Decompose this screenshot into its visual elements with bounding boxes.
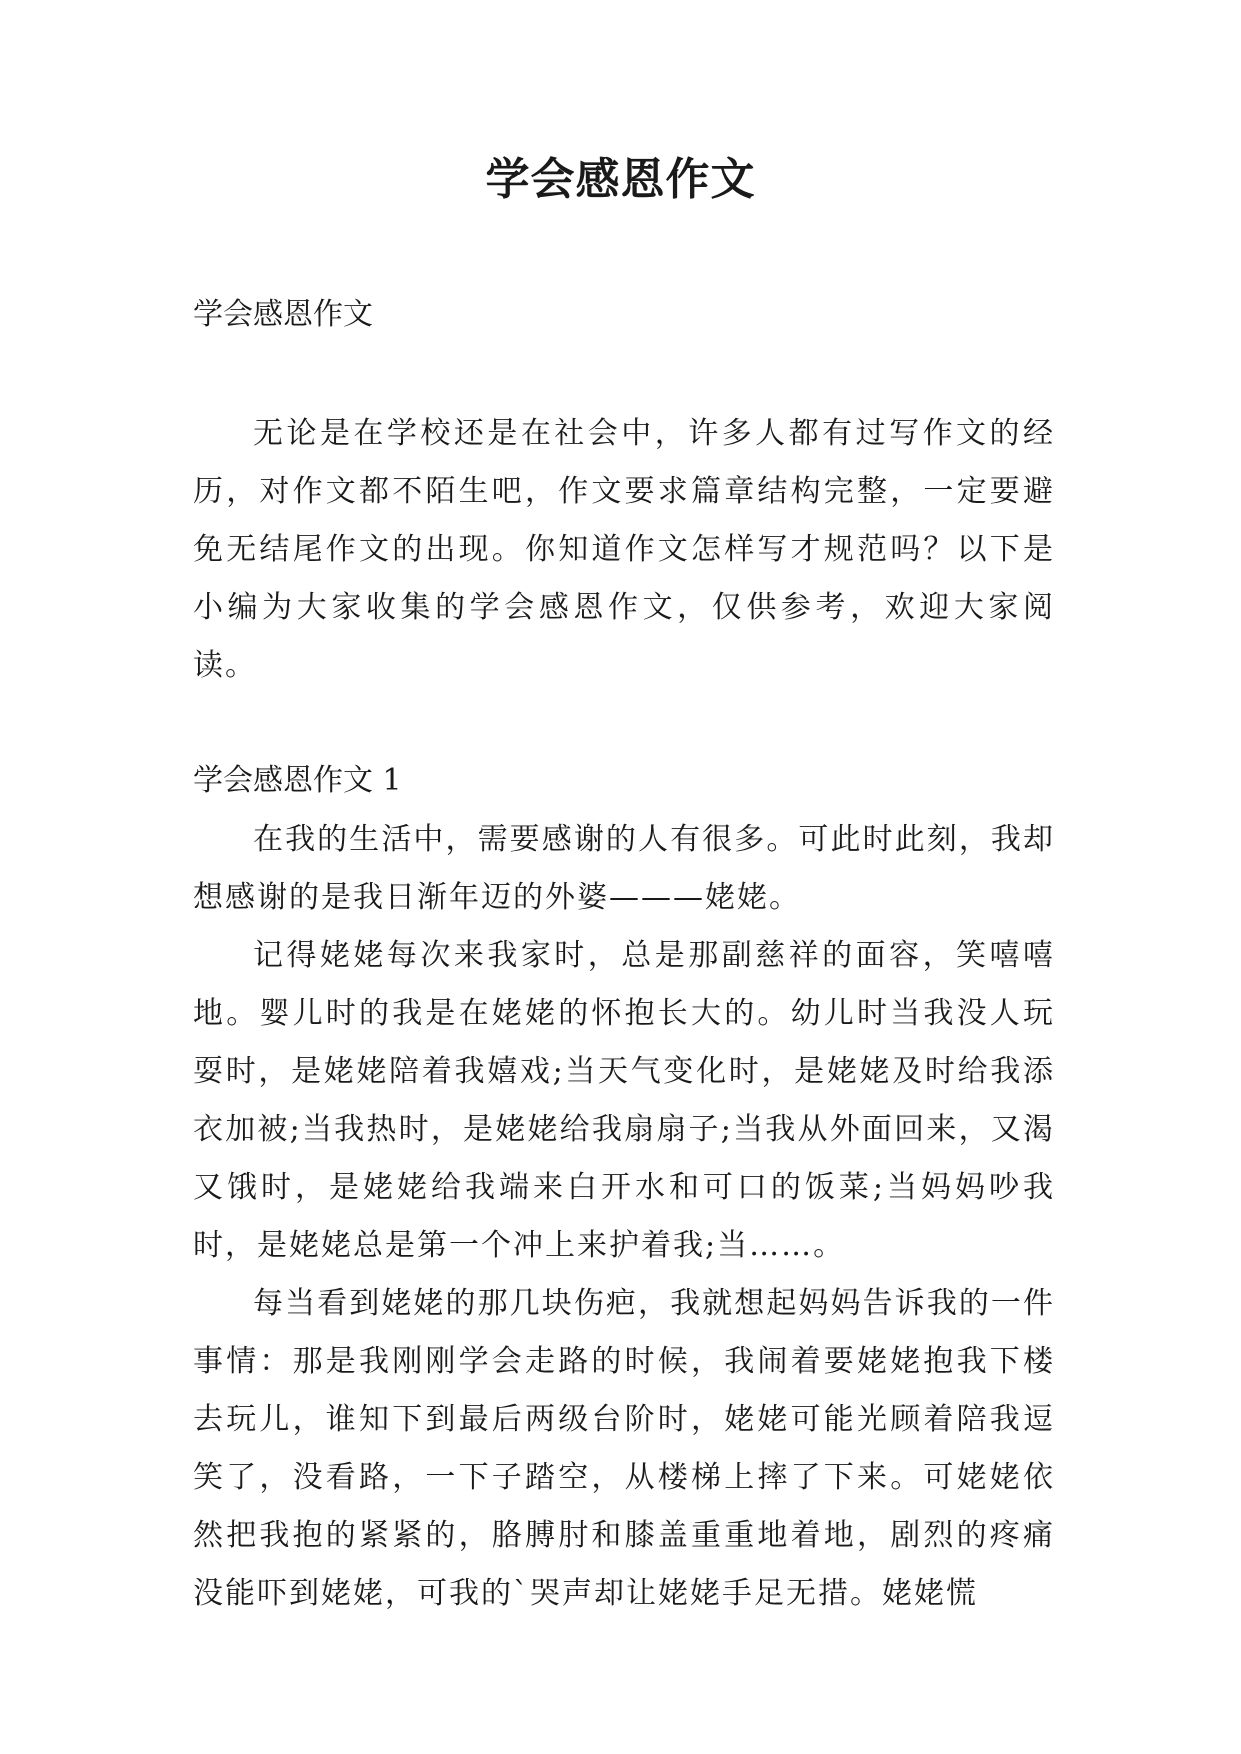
spacer: [193, 695, 1055, 751]
subtitle: 学会感恩作文: [193, 297, 373, 332]
spacer: [193, 345, 1055, 405]
body-paragraph: 每当看到姥姥的那几块伤疤，我就想起妈妈告诉我的一件事情：那是我刚刚学会走路的时候，我闹着要姥姥抱我下楼去玩儿，谁知下到最后两级台阶时，姥姥可能光顾着陪我逗笑了，没看路，一下子踏空，从楼梯上摔了下来。可姥姥依然把我抱的紧紧的，胳膊肘和膝盖重重地着地，剧烈的疼痛没能吓到姥姥，可我的`哭声却让姥姥手足无措。姥姥慌: [193, 1286, 1055, 1611]
body-paragraph: 在我的生活中，需要感谢的人有很多。可此时此刻，我却想感谢的是我日渐年迈的外婆———姥姥。: [193, 822, 1055, 915]
document-title: 学会感恩作文: [485, 154, 756, 205]
document-body: [193, 285, 1055, 1623]
intro-paragraph: 无论是在学校还是在社会中，许多人都有过写作文的经历，对作文都不陌生吧，作文要求篇章结构完整，一定要避免无结尾作文的出现。你知道作文怎样写才规范吗？以下是小编为大家收集的学会感恩作文，仅供参考，欢迎大家阅读。: [193, 416, 1055, 683]
section-heading: 学会感恩作文 1: [193, 763, 402, 798]
body-paragraph: 记得姥姥每次来我家时，总是那副慈祥的面容，笑嘻嘻地。婴儿时的我是在姥姥的怀抱长大的。幼儿时当我没人玩耍时，是姥姥陪着我嬉戏;当天气变化时，是姥姥及时给我添衣加被;当我热时，是姥姥给我扇扇子;当我从外面回来，又渴又饿时，是姥姥给我端来白开水和可口的饭菜;当妈妈吵我时，是姥姥总是第一个冲上来护着我;当……。: [193, 938, 1055, 1263]
